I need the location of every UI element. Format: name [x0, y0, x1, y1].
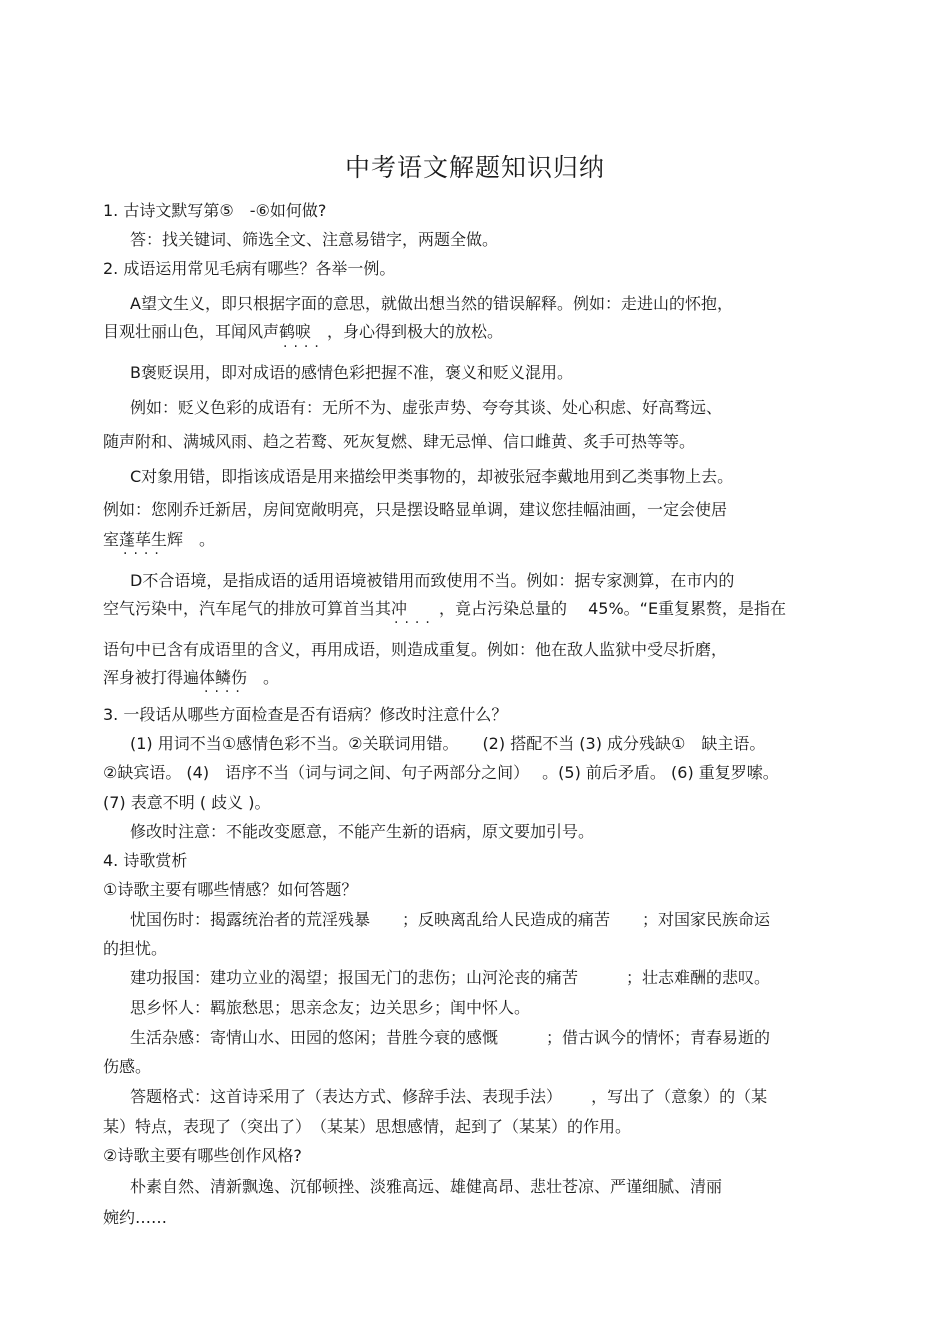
q2-b-example-cont: 随声附和、满城风雨、趋之若鹜、死灰复燃、肆无忌惮、信口雌黄、炙手可热等等。: [103, 432, 696, 451]
emphasis-dots: ····: [283, 339, 325, 355]
q2-c-example: 例如：您刚乔迁新居，房间宽敞明亮，只是摆设略显单调，建议您挂幅油画，一定会使居: [103, 500, 728, 519]
emotion-patriotism: 建功报国：建功立业的渴望；报国无门的悲伤；山河沦丧的痛苦 ；壮志难酬的悲叹。: [130, 968, 771, 987]
q3-item-line-1: (1) 用词不当①感情色彩不当。②关联词用错。 (2) 搭配不当 (3) 成分残缺① 缺主语。: [130, 734, 766, 753]
q3-item-line-3: (7) 表意不明 ( 歧义 )。: [103, 793, 271, 812]
q2-a-example: 目观壮丽山色，耳闻风声鹤唳 ，身心得到极大的放松。: [103, 322, 504, 341]
q4-sub1-heading: ①诗歌主要有哪些情感？如何答题？: [103, 880, 358, 899]
q2-b-text: B褒贬误用，即对成语的感情色彩把握不准，褒义和贬义混用。: [130, 363, 573, 382]
emotion-life-cont: 伤感。: [103, 1057, 152, 1076]
q2-c-example-cont: 室蓬荜生辉 。: [103, 530, 216, 549]
q2-heading: 2. 成语运用常见毛病有哪些？各举一例。: [103, 259, 396, 278]
answer-format: 答题格式：这首诗采用了（表达方式、修辞手法、表现手法） ，写出了（意象）的（某: [130, 1087, 768, 1106]
q3-note: 修改时注意：不能改变愿意，不能产生新的语病，原文要加引号。: [130, 822, 595, 841]
q2-e-example: 浑身被打得遍体鳞伤 。: [103, 668, 280, 687]
q1-heading: 1. 古诗文默写第⑤ -⑥如何做?: [103, 201, 327, 220]
emotion-worry: 忧国伤时：揭露统治者的荒淫残暴 ；反映离乱给人民造成的痛苦 ；对国家民族命运: [130, 910, 771, 929]
q2-e-text: 语句中已含有成语里的含义，再用成语，则造成重复。例如：他在敌人监狱中受尽折磨，: [103, 640, 728, 659]
styles-list-cont: 婉约……: [103, 1208, 168, 1227]
q2-c-text: C对象用错，即指该成语是用来描绘甲类事物的，却被张冠李戴地用到乙类事物上去。: [130, 467, 734, 486]
emphasis-dots: ····: [123, 546, 165, 562]
emotion-homesick: 思乡怀人：羁旅愁思；思亲念友；边关思乡；闺中怀人。: [130, 998, 531, 1017]
q3-heading: 3. 一段话从哪些方面检查是否有语病？修改时注意什么？: [103, 705, 508, 724]
q2-d-text: D不合语境，是指成语的适用语境被错用而致使用不当。例如：据专家测算，在市内的: [130, 571, 735, 590]
emphasis-dots: ····: [394, 615, 436, 631]
q4-heading: 4. 诗歌赏析: [103, 851, 188, 870]
q2-a-text: A望文生义，即只根据字面的意思，就做出想当然的错误解释。例如：走进山的怀抱，: [130, 294, 733, 313]
styles-list: 朴素自然、清新飘逸、沉郁顿挫、淡雅高远、雄健高昂、悲壮苍凉、严谨细腻、清丽: [130, 1177, 723, 1196]
q3-item-line-2: ②缺宾语。 (4) 语序不当（词与词之间、句子两部分之间） 。(5) 前后矛盾。 (6) 重复罗嗦。: [103, 763, 779, 782]
emphasis-dots: ····: [204, 684, 246, 700]
q2-b-example: 例如：贬义色彩的成语有：无所不为、虚张声势、夸夸其谈、处心积虑、好高骛远、: [130, 398, 723, 417]
emotion-life: 生活杂感：寄情山水、田园的悠闲；昔胜今衰的感慨 ；借古讽今的情怀；青春易逝的: [130, 1028, 771, 1047]
q1-answer: 答：找关键词、筛选全文、注意易错字，两题全做。: [130, 230, 499, 249]
q4-sub2-heading: ②诗歌主要有哪些创作风格?: [103, 1146, 302, 1165]
q2-d-example: 空气污染中，汽车尾气的排放可算首当其冲 ，竟占污染总量的 45%。“E重复累赘，是指在: [103, 599, 787, 618]
page-title: 中考语文解题知识归纳: [344, 153, 605, 182]
answer-format-cont: 某）特点，表现了（突出了） （某某）思想感情，起到了（某某）的作用。: [103, 1117, 632, 1136]
emotion-worry-cont: 的担忧。: [103, 939, 168, 958]
